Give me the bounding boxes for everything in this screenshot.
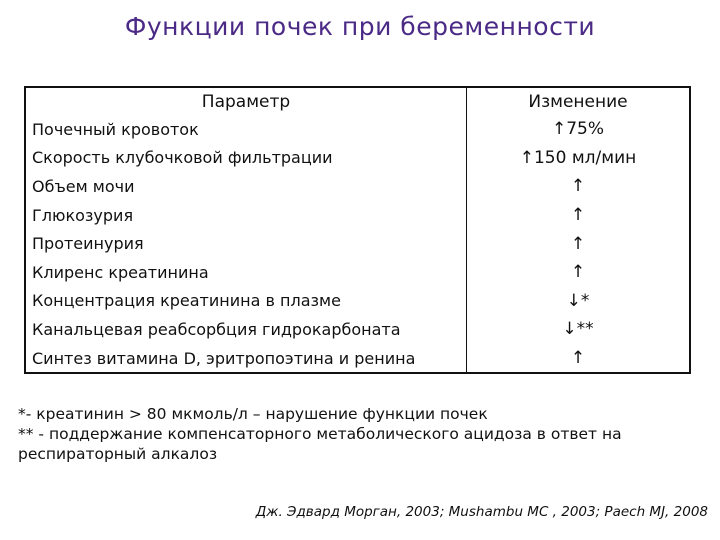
table-row — [26, 315, 689, 344]
header-param: Параметр — [201, 91, 291, 112]
table-header-row — [26, 88, 689, 115]
table-row — [26, 201, 689, 230]
table-row — [26, 144, 689, 173]
table-row — [26, 344, 689, 373]
footnotes — [18, 404, 708, 464]
change-cell: ↑ — [466, 229, 689, 258]
change-cell: ↑ — [466, 172, 689, 201]
change-cell: ↑150 мл/мин — [466, 144, 689, 173]
page-title: Функции почек при беременности — [124, 12, 596, 41]
table-row — [26, 258, 689, 287]
param-cell: Объем мочи — [32, 176, 135, 196]
change-cell: ↓* — [466, 287, 689, 316]
table-row — [26, 229, 689, 258]
change-cell: ↑75% — [466, 115, 689, 144]
renal-function-table — [24, 86, 691, 374]
table-row — [26, 115, 689, 144]
sources-citation: Дж. Эдвард Морган, 2003; Mushambu MC , 2003; Paech MJ, 2008 — [255, 504, 708, 520]
change-cell: ↑ — [466, 344, 689, 373]
param-cell: Скорость клубочковой фильтрации — [32, 148, 333, 168]
param-cell: Протеинурия — [32, 234, 144, 254]
change-cell: ↑ — [466, 258, 689, 287]
table-row — [26, 172, 689, 201]
param-cell: Клиренс креатинина — [32, 262, 209, 282]
footnote-single-asterisk: *- креатинин > 80 мкмоль/л – нарушение функции почек — [18, 405, 488, 423]
table-row — [26, 287, 689, 316]
change-cell: ↓** — [466, 315, 689, 344]
param-cell: Концентрация креатинина в плазме — [32, 291, 341, 311]
footnote-double-asterisk: ** - поддержание компенсаторного метаболического ацидоза в ответ на респираторный алкалоз — [18, 425, 622, 463]
param-cell: Почечный кровоток — [32, 119, 199, 139]
param-cell: Глюкозурия — [32, 205, 134, 225]
param-cell: Канальцевая реабсорбция гидрокарбоната — [32, 319, 401, 339]
change-cell: ↑ — [466, 201, 689, 230]
param-cell: Синтез витамина D, эритропоэтина и ренина — [32, 348, 416, 368]
header-change: Изменение — [466, 88, 689, 115]
